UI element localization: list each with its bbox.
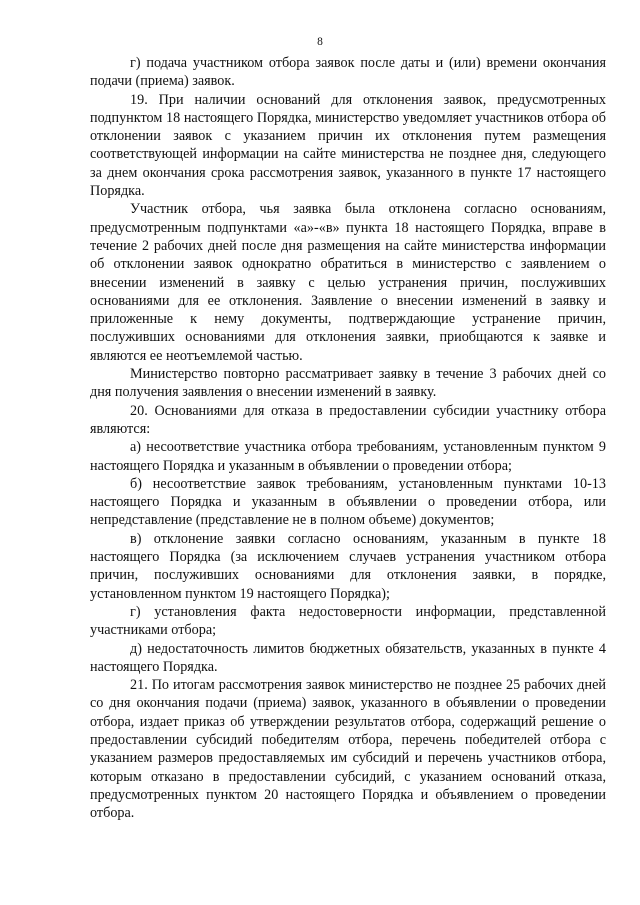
paragraph-19-review: Министерство повторно рассматривает заявку в течение 3 рабочих дней со дня получения заявления о внесении изменений в заявку.	[90, 366, 606, 401]
paragraph-20-item-v: в) отклонение заявки согласно основаниям, указанным в пункте 18 настоящего Порядка (за исключением случаев устранения участником отбора причин, послуживших основаниями для отклонения заявки, в порядке, установленном пунктом 19 настоящего Порядка);	[90, 530, 606, 602]
document-body	[90, 54, 606, 822]
paragraph-19-amendment: Участник отбора, чья заявка была отклонена согласно основаниям, предусмотренным подпунктами «а»-«в» пункта 18 настоящего Порядка, вправе в течение 2 рабочих дней после дня размещения на сайте министерства информации об отклонении заявок однократно обратиться в министерство с заявлением о внесении изменений в заявку с целью устранения причин, послуживших основаниями для ее отклонения. Заявление о внесении изменений в заявку и приложенные к нему документы, подтверждающие устранение причин, послуживших основаниями для отклонения заявки, приобщаются к заявке и являются ее неотъемлемой частью.	[90, 201, 606, 364]
paragraph-20-item-b: б) несоответствие заявок требованиям, установленным пунктами 10-13 настоящего Порядка и указанным в объявлении о проведении отбора, или непредставление (представление не в полном объеме) документов;	[90, 475, 606, 529]
paragraph-20-item-g: г) установления факта недостоверности информации, представленной участниками отбора;	[90, 603, 606, 639]
paragraph-20: 20. Основаниями для отказа в предоставлении субсидии участнику отбора являются:	[90, 402, 606, 437]
paragraph-20-item-a: а) несоответствие участника отбора требованиям, установленным пунктом 9 настоящего Порядка и указанным в объявлении о проведении отбора;	[90, 439, 606, 474]
paragraph-21: 21. По итогам рассмотрения заявок министерство не позднее 25 рабочих дней со дня окончания подачи (приема) заявок, указанного в объявлении о проведении отбора, издает приказ об утверждении результатов отбора, содержащий решение о предоставлении субсидий победителям отбора, перечень победителей отбора с указанием размеров предоставляемых им субсидий и перечень участников отбора, которым отказано в предоставлении субсидий, с указанием оснований отказа, предусмотренных пунктом 20 настоящего Порядка и объявлением о проведении отбора.	[90, 677, 606, 822]
paragraph-item-g-late-submission: г) подача участником отбора заявок после даты и (или) времени окончания подачи (приема) заявок.	[90, 55, 606, 90]
paragraph-19: 19. При наличии оснований для отклонения заявок, предусмотренных подпунктом 18 настоящего Порядка, министерство уведомляет участников отбора об отклонении заявок с указанием причин их отклонения путем размещения соответствующей информации на сайте министерства не позднее дня, следующего за днем окончания срока рассмотрения заявок, указанного в пункте 17 настоящего Порядка.	[90, 91, 606, 200]
paragraph-20-item-d: д) недостаточность лимитов бюджетных обязательств, указанных в пункте 4 настоящего Порядка.	[90, 640, 606, 675]
page-number: 8	[317, 36, 323, 48]
